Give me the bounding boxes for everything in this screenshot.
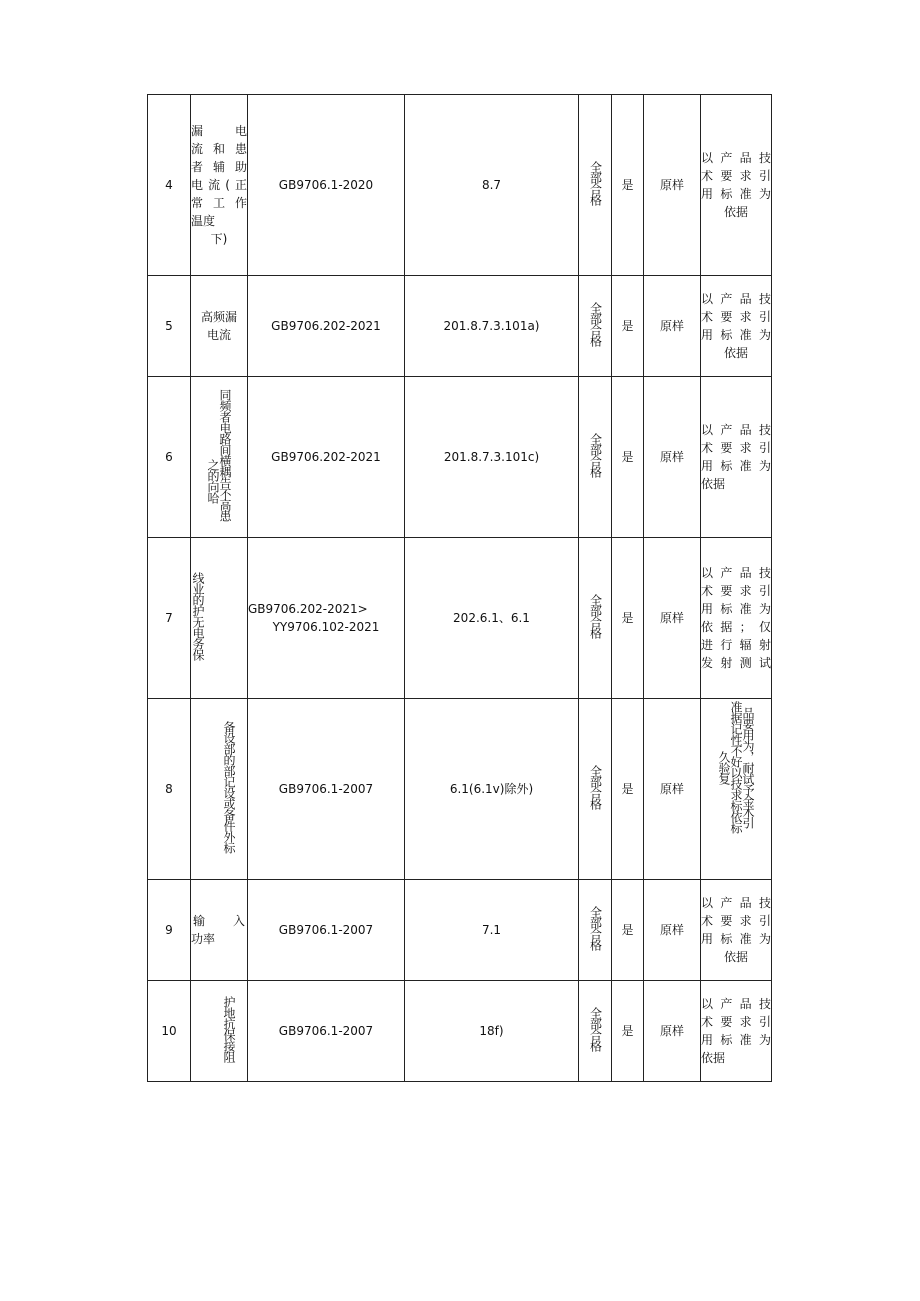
row-number: 9 [148, 880, 191, 981]
judgement: 是 [612, 95, 644, 276]
test-item [191, 699, 248, 880]
remark-column: 久验复 [717, 750, 731, 784]
clause: 18f) [405, 981, 579, 1082]
remark-line: 术要求引 [701, 441, 771, 455]
test-item-column: 之的向哈 [206, 458, 220, 503]
sample-state: 原样 [644, 880, 701, 981]
table-row [148, 95, 772, 276]
standard: GB9706.1-2020 [248, 95, 405, 276]
standard [248, 538, 405, 699]
remark-line: 以产品技 [701, 566, 771, 580]
result-text: 全部合格 [588, 593, 603, 638]
standard: GB9706.1-2007 [248, 981, 405, 1082]
row-number: 7 [148, 538, 191, 699]
result [579, 538, 612, 699]
remark-line: 以产品技 [701, 423, 771, 437]
result-text: 全部合格 [588, 432, 603, 477]
remark [701, 981, 772, 1082]
result-text: 全部合格 [588, 764, 603, 809]
remark-line: 用标准为 [701, 187, 771, 201]
table-row [148, 276, 772, 377]
clause: 6.1(6.1v)除外) [405, 699, 579, 880]
remark-line: 依据 [723, 205, 748, 219]
remark-column: 准据记性不好以技求标依标 [729, 701, 743, 833]
result-text: 全部合格 [588, 905, 603, 950]
table-row [148, 377, 772, 538]
remark-line: 发射测试 [701, 656, 771, 670]
standard-line: GB9706.202-2021> [248, 602, 368, 616]
test-item [191, 981, 248, 1082]
remark-line: 术要求引 [701, 169, 771, 183]
standard: GB9706.1-2007 [248, 880, 405, 981]
result-text: 全部合格 [588, 1006, 603, 1051]
test-item-column: 备设部的部记设或备件外标 [222, 720, 236, 853]
result [579, 699, 612, 880]
remark [701, 880, 772, 981]
test-item-line: 常工作 [191, 196, 247, 210]
test-item-line: 者辅助 [191, 160, 247, 174]
table-row [148, 981, 772, 1082]
row-number: 6 [148, 377, 191, 538]
table-row [148, 880, 772, 981]
result [579, 880, 612, 981]
row-number: 4 [148, 95, 191, 276]
remark-column: 品要用为，耐试予金术引 [741, 706, 755, 828]
sample-state: 原样 [644, 699, 701, 880]
test-item-line: 温度 [191, 214, 216, 228]
test-item-vertical [207, 389, 231, 521]
remark-line: 用标准为 [701, 932, 771, 946]
remark-line: 术要求引 [701, 310, 771, 324]
remark-line: 依据 [701, 1051, 726, 1065]
remark-line: 依据；仅 [701, 620, 771, 634]
test-item-line: 流和患 [191, 142, 247, 156]
test-item-column: 同频者电路间横耦告不高患 [218, 388, 232, 521]
table-row [148, 538, 772, 699]
remark [701, 699, 772, 880]
remark-line: 术要求引 [701, 584, 771, 598]
standard: GB9706.202-2021 [248, 377, 405, 538]
sample-state: 原样 [644, 276, 701, 377]
remark-line: 以产品技 [701, 292, 771, 306]
standard: GB9706.1-2007 [248, 699, 405, 880]
result [579, 377, 612, 538]
test-item-line: 电流 [206, 328, 231, 342]
remark [701, 276, 772, 377]
test-item [191, 95, 248, 276]
row-number: 10 [148, 981, 191, 1082]
remark [701, 377, 772, 538]
test-item-column: 护地抗保接阻 [222, 995, 236, 1062]
test-results-table [147, 94, 772, 1082]
test-item-line: 漏 电 [191, 124, 247, 138]
remark-line: 依据 [723, 346, 748, 360]
remark [701, 538, 772, 699]
judgement: 是 [612, 880, 644, 981]
sample-state: 原样 [644, 95, 701, 276]
test-item-line: 电流(正 [191, 178, 247, 192]
test-item-line: 输 入 [193, 914, 245, 928]
remark-line: 以产品技 [701, 896, 771, 910]
remark-line: 以产品技 [701, 997, 771, 1011]
judgement: 是 [612, 538, 644, 699]
result [579, 981, 612, 1082]
remark-line: 以产品技 [701, 151, 771, 165]
test-item [191, 276, 248, 377]
result-text: 全部合格 [588, 301, 603, 346]
clause: 201.8.7.3.101c) [405, 377, 579, 538]
sample-state: 原样 [644, 981, 701, 1082]
clause: 8.7 [405, 95, 579, 276]
sample-state: 原样 [644, 538, 701, 699]
remark-line: 依据 [723, 950, 748, 964]
remark-line: 用标准为 [701, 459, 771, 473]
remark-line: 术要求引 [701, 914, 771, 928]
standard-line: YY9706.102-2021 [272, 620, 380, 634]
test-item [191, 377, 248, 538]
judgement: 是 [612, 276, 644, 377]
clause: 7.1 [405, 880, 579, 981]
sample-state: 原样 [644, 377, 701, 538]
standard: GB9706.202-2021 [248, 276, 405, 377]
remark-line: 用标准为 [701, 602, 771, 616]
judgement: 是 [612, 981, 644, 1082]
remark-line: 术要求引 [701, 1015, 771, 1029]
test-item [191, 880, 248, 981]
remark-line: 依据 [701, 477, 726, 491]
test-item-line: 高频漏 [200, 310, 237, 324]
table-row [148, 699, 772, 880]
row-number: 5 [148, 276, 191, 377]
remark-vertical [718, 699, 754, 833]
result-text: 全部合格 [588, 160, 603, 205]
test-item-line: 下) [210, 232, 228, 246]
clause: 201.8.7.3.101a) [405, 276, 579, 377]
clause: 202.6.1、6.1 [405, 538, 579, 699]
remark-line: 用标准为 [701, 328, 771, 342]
result [579, 276, 612, 377]
result [579, 95, 612, 276]
test-item-line: 功率 [191, 932, 216, 946]
test-item [191, 538, 248, 699]
judgement: 是 [612, 699, 644, 880]
judgement: 是 [612, 377, 644, 538]
row-number: 8 [148, 699, 191, 880]
test-item-vertical [222, 996, 235, 1062]
test-item-column: 线业的护无电务保 [191, 571, 205, 660]
remark-line: 用标准为 [701, 1033, 771, 1047]
remark-line: 进行辐射 [701, 638, 771, 652]
remark [701, 95, 772, 276]
